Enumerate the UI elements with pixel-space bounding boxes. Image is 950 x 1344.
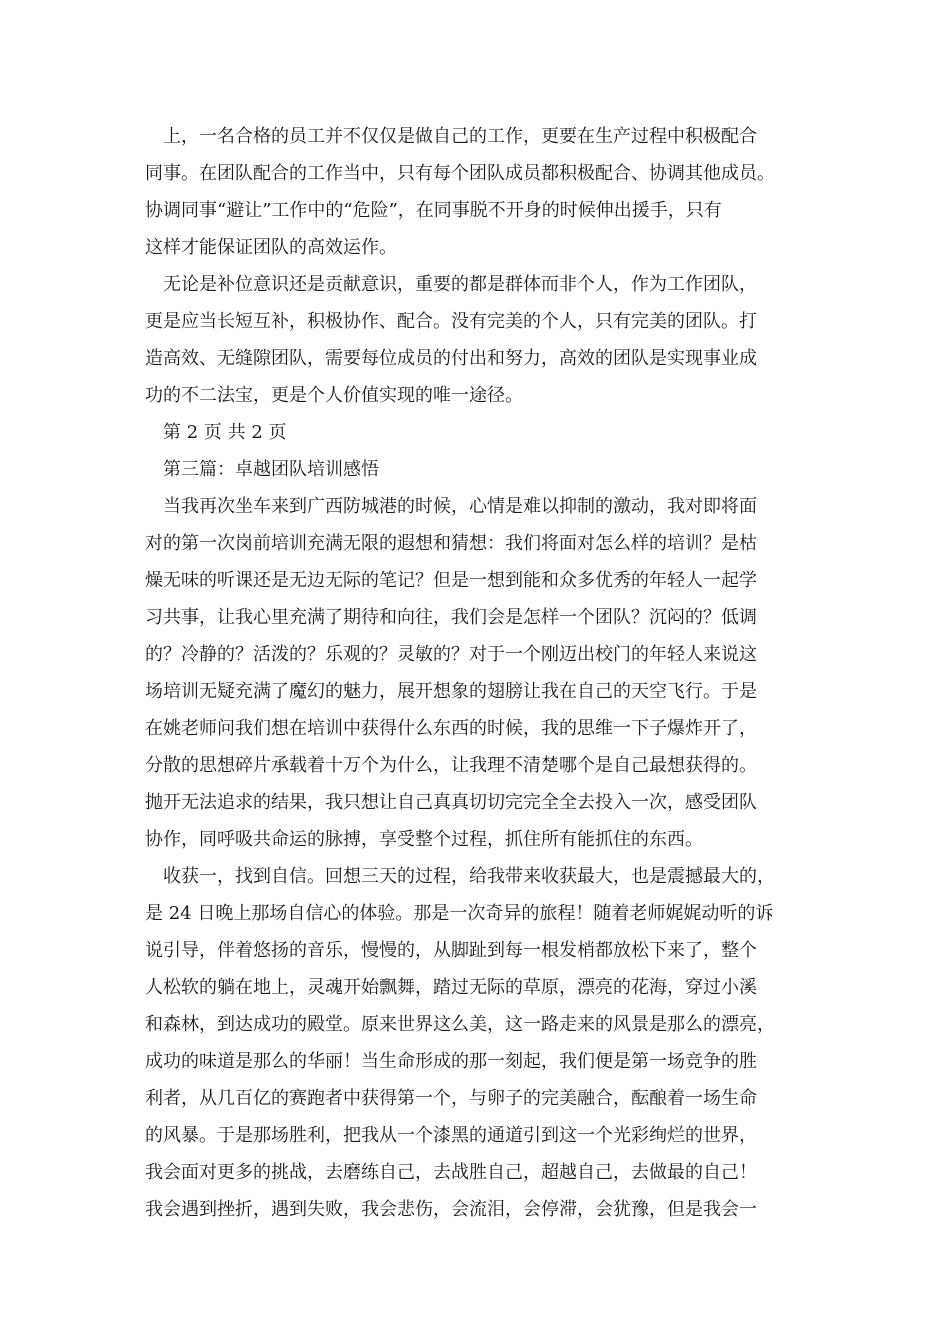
text-line: 更是应当长短互补，积极协作、配合。没有完美的个人，只有完美的团队。打 — [145, 311, 757, 332]
text-line: 当我再次坐车来到广西防城港的时候，心情是难以抑制的激动，我对即将面 — [163, 496, 757, 517]
text-line: 收获一，找到自信。回想三天的过程，给我带来收获最大，也是震撼最大的， — [163, 866, 775, 887]
text-line: 造高效、无缝隙团队，需要每位成员的付出和努力，高效的团队是实现事业成 — [145, 348, 757, 369]
text-line: 在姚老师问我们想在培训中获得什么东西的时候，我的思维一下子爆炸开了， — [145, 718, 757, 739]
text-line: 第 2 页 共 2 页 — [163, 422, 287, 443]
text-line: 我会遇到挫折，遇到失败，我会悲伤，会流泪，会停滞，会犹豫，但是我会一 — [145, 1199, 757, 1220]
text-line: 习共事，让我心里充满了期待和向往，我们会是怎样一个团队？沉闷的？低调 — [145, 607, 757, 628]
text-line: 这样才能保证团队的高效运作。 — [145, 237, 397, 258]
text-line: 场培训无疑充满了魔幻的魅力，展开想象的翅膀让我在自己的天空飞行。于是 — [145, 681, 757, 702]
text-line: 第三篇：卓越团队培训感悟 — [163, 459, 379, 480]
text-line: 功的不二法宝，更是个人价值实现的唯一途径。 — [145, 385, 523, 406]
document-body — [145, 118, 815, 1228]
text-line: 无论是补位意识还是贡献意识，重要的都是群体而非个人，作为工作团队， — [163, 274, 757, 295]
text-line: 协调同事“避让”工作中的“危险”，在同事脱不开身的时候伸出援手，只有 — [145, 200, 722, 221]
text-line: 的？冷静的？活泼的？乐观的？灵敏的？对于一个刚迈出校门的年轻人来说这 — [145, 644, 757, 665]
text-line: 对的第一次岗前培训充满无限的遐想和猜想：我们将面对怎么样的培训？是枯 — [145, 533, 757, 554]
text-line: 燥无味的听课还是无边无际的笔记？但是一想到能和众多优秀的年轻人一起学 — [145, 570, 757, 591]
text-line: 的风暴。于是那场胜利，把我从一个漆黑的通道引到这一个光彩绚烂的世界， — [145, 1125, 757, 1146]
text-line: 和森林，到达成功的殿堂。原来世界这么美，这一路走来的风景是那么的漂亮， — [145, 1014, 775, 1035]
text-line: 分散的思想碎片承载着十万个为什么，让我理不清楚哪个是自己最想获得的。 — [145, 755, 757, 776]
text-line: 成功的味道是那么的华丽！当生命形成的那一刻起，我们便是第一场竞争的胜 — [145, 1051, 757, 1072]
text-line: 抛开无法追求的结果，我只想让自己真真切切完完全全去投入一次，感受团队 — [145, 792, 757, 813]
text-line: 同事。在团队配合的工作当中，只有每个团队成员都积极配合、协调其他成员。 — [145, 163, 775, 184]
text-line: 我会面对更多的挑战，去磨练自己，去战胜自己，超越自己，去做最的自己！ — [145, 1162, 757, 1183]
text-line: 是 24 日晚上那场自信心的体验。那是一次奇异的旅程！随着老师娓娓动听的诉 — [145, 903, 774, 924]
text-line: 上，一名合格的员工并不仅仅是做自己的工作，更要在生产过程中积极配合 — [163, 126, 757, 147]
text-line: 说引导，伴着悠扬的音乐，慢慢的，从脚趾到每一根发梢都放松下来了，整个 — [145, 940, 757, 961]
text-line: 协作，同呼吸共命运的脉搏，享受整个过程，抓住所有能抓住的东西。 — [145, 829, 703, 850]
text-line: 人松软的躺在地上，灵魂开始飘舞，踏过无际的草原，漂亮的花海，穿过小溪 — [145, 977, 757, 998]
text-line: 利者，从几百亿的赛跑者中获得第一个，与卵子的完美融合，酝酿着一场生命 — [145, 1088, 757, 1109]
